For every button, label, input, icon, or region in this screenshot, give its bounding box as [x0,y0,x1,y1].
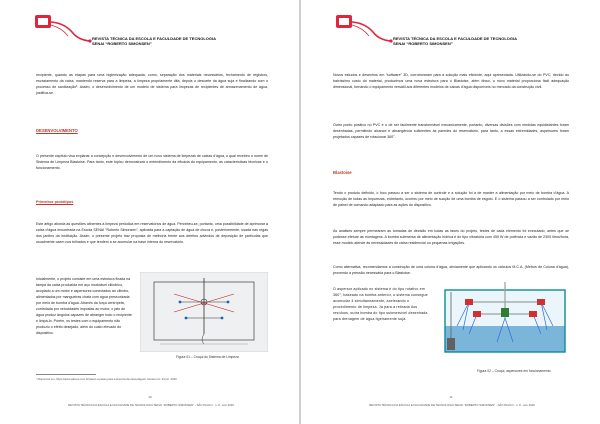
section-title: Blastoise [333,170,352,175]
intro-paragraph: recipiente, quando as etapas para uma higienização adequada, como, separação dos materiais necessários, fechamento de registros, esvaziamento da caixa, mantendo reserva para a limpeza, a limpeza propriamente dita, depois o descarte da água suja e finalizando com o processo de sanitização³. Assim, o desenvolvimento de um modelo de sistema para limpezas de recipientes de armazenamento de água, justifica-se. [36,73,268,95]
figure-1-caption: Figura 01 – Croqui do Sistema de Limpeza [176,355,239,359]
header-line-2: SENAI “ROBERTO SIMONSEN” [92,41,152,46]
page-header [92,36,216,46]
magazine-logo [335,14,395,48]
figure-paragraph: Inicialmente, o projeto consiste em uma estrutura fixada na tampa da caixa produzida em aço inoxidável cilíndrico, acoplado a um motor e aspersores conectados ao cilindro, alimentados por mangueiras chata com água pressurizada por meio de bomba d’água. Através da força centrípeta, controlada por velocidades impostas ao motor, o jato de água produz ângulos capazes de abranger todo o recipiente e limpá-lo. Porém, os testes com o equipamento não produziu o efeito desejado, além do custo elevado do dispositivo. [36,277,132,335]
footnote-separator [36,374,96,375]
figure-2-render [439,282,571,366]
section-paragraph: O presente capítulo visa explanar a concepção e desenvolvimento de um novo sistema de limpezas de caixas d’água, o qual recebeu o nome de Sistema de Limpeza Blastoise. Para tanto, este tópico demonstrará o entendimento da eficácia do equipamento, as características técnicas e o funcionamento. [36,154,268,170]
paragraph-1: Novos estudos e desenhos em “software” 3D, corroboraram para a solução mais eficiente, aqui apresentada. Utilizando-se do PVC, devido ao baixíssimo custo do material, produzimos uma nova estrutura para o Blastoise, além disso, o novo material proporciona fácil adequação dimensional, tornando o equipamento versátil aos diferentes modelos de caixas d’água disponíveis no mercado da construção civil. [333,73,569,89]
footnote: ³ Disponível em: https://www.sabesp.com.br/passo-a-passo-para-a-limpeza-da-caixa-dagua/. Acesso em: 04 jun. 2020. [36,378,178,381]
figure-paragraph: O aspersor aplicado no sistema é do tipo rotativo em 360°, baseado na bomba anterior, o sistema consegue acomodar 4 simultaneamente, acelerando o procedimento de limpeza. Já para a retirada dos resíduos, outra bomba do tipo submersível desenhada para drenagem de água ligeiramente suja. [333,287,428,321]
subsection-title: Primeiros protótipos [36,200,74,204]
header-line-1: REVISTA TÉCNICA DA ESCOLA E FACULDADE DE TECNOLOGIA [92,36,217,41]
magazine-logo [34,14,94,48]
paragraph-5: Como alternativa, recomendamos a construção de uma coluna d’água, obviamente que aplicando os cálculos M.C.A. (Metros de Coluna d’água), provendo a pressão necessária para o Blastoise. [333,265,569,275]
figure-2-caption: Figura 02 – Croqui, aspersores em funcionamento. [477,369,552,373]
header-line-1: REVISTA TÉCNICA DA ESCOLA E FACULDADE DE TECNOLOGIA [393,36,518,41]
right-page [301,0,600,424]
paragraph-3: Tendo o produto definido, o foco passou a ser o sistema de controle e a solução foi a de manter a alimentação por meio de bomba d’água. A remoção de todas as impurezas, entretanto, ocorreu por meio de sucção de uma bomba de esgoto. E o sistema passou a ser controlado por meio de painel de comando adaptado para as ações do dispositivo. [333,191,569,207]
page-footer: REVISTA TÉCNICA DA ESCOLA E FACULDADE DE TECNOLOGIA SENAI “ROBERTO SIMONSEN” - SÃO PAULO - n. 8 - ano 2020 [68,403,234,407]
paragraph-2: Outro ponto positivo no PVC é o de ser facilmente transformável mecanicamente, portanto, diversas divisões com medidas equidistantes foram desenhadas, permitindo alcance e abrangência suficientes às paredes do reservatório, para tanto, a essas extremidades, aspersores foram projetados capazes de rotacionar 360°. [333,123,569,139]
page-number: 11 [449,395,453,399]
figure-1-sketch [140,272,268,352]
header-line-2: SENAI “ROBERTO SIMONSEN” [393,41,453,46]
page-header [393,36,517,46]
section-title: DESENVOLVIMENTO [36,128,78,133]
paragraph-4: As análises sempre permearam as tomadas de decisão em todas as fases do projeto, testes de cada elemento foi executado, antes que se pudesse efetuar as montagens. A bomba submersa de alimentação hídrica é do tipo vibratória com 450 W de potência e vazão de 2300 litros/hora, esse modelo atende às necessidades de caixa residencial ou pequenas irrigações. [333,229,569,245]
subsection-paragraph: Este artigo aborda as questões atinentes à limpeza periódica em reservatórios de água. Percebeu-se, portanto, uma possibilidade de aprimorar a caixa d’água encontrada na Escola SENAI “Roberto Simonsen”, aplicada para a captação de água de chuva e, posteriormente, usada nas regas dos jardins da instituição. Assim, o presente projeto traz proposta de melhoria frente aos detritos advindos de deposição de partículas que usualmente caem nos telhados e que tendem a se acumular na base interna do reservatório. [36,222,268,244]
left-page [0,0,299,424]
page-number: 10 [148,395,152,399]
page-footer: REVISTA TÉCNICA DA ESCOLA E FACULDADE DE TECNOLOGIA SENAI “ROBERTO SIMONSEN” - SÃO PAULO - n. 8 - ano 2020 [369,403,535,407]
